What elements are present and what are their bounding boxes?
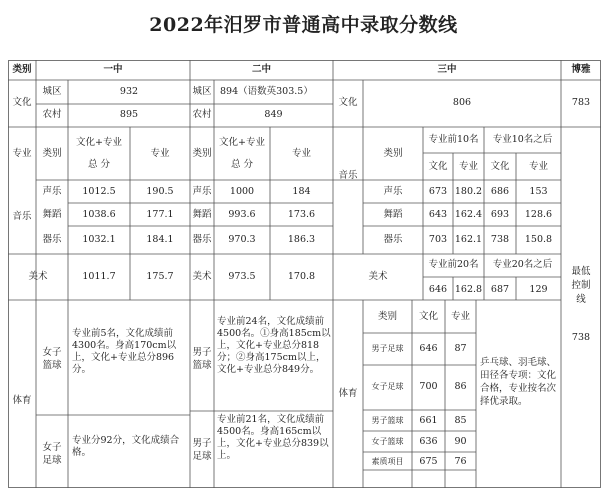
s4-note-line2: 控制 [571, 280, 591, 291]
header-school-1: 一中 [103, 64, 123, 75]
s2-boys-bball-label-1: 男子 [192, 347, 212, 358]
s2-music-major: 184 [292, 186, 311, 197]
s2-art-major: 170.8 [287, 271, 316, 282]
s1-art-major: 175.7 [146, 271, 174, 282]
s2-music-cat: 舞蹈 [192, 209, 212, 220]
s1-music-cat: 声乐 [42, 186, 62, 197]
s3-music-m1: 180.2 [454, 186, 483, 197]
culture-label: 文化 [12, 97, 32, 108]
s3-after10-major: 专业 [528, 161, 548, 172]
s3-pe-header-culture: 文化 [418, 311, 438, 322]
s2-urban-label: 城区 [192, 86, 212, 97]
s1-urban-label: 城区 [42, 86, 62, 97]
s3-art-label: 美术 [368, 271, 388, 282]
spec-major-label: 专业 [12, 148, 32, 159]
s1-urban-score: 932 [119, 86, 139, 97]
admission-score-table [8, 60, 601, 488]
s3-top10: 专业前10名 [428, 134, 479, 145]
s3-art-c1: 646 [428, 284, 448, 295]
s1-rural-score: 895 [119, 109, 139, 120]
s3-music-cat: 声乐 [383, 186, 403, 197]
s3-music-c2: 686 [490, 186, 510, 197]
s2-music-total: 1000 [229, 186, 255, 197]
s2-music-major: 173.6 [287, 209, 316, 220]
music-label: 音乐 [12, 211, 32, 222]
page-title: 2022年汨罗市普通高中录取分数线 [149, 14, 458, 36]
s3-pe-culture: 700 [419, 381, 438, 392]
s3-music-m2: 128.6 [524, 209, 553, 220]
s3-after10-culture: 文化 [490, 161, 510, 172]
s2-spec-category: 类别 [192, 148, 212, 159]
s1-girls-bball-label-2: 篮球 [42, 360, 62, 371]
s3-pe-label: 体育 [338, 388, 358, 399]
s3-top10-culture: 文化 [428, 161, 448, 172]
s1-music-major: 184.1 [146, 234, 174, 245]
s3-pe-major: 86 [454, 381, 467, 392]
s2-boys-football-label-2: 足球 [192, 451, 212, 462]
s3-culture-label: 文化 [338, 97, 358, 108]
s1-rural-label: 农村 [42, 109, 62, 120]
s3-music-label: 音乐 [338, 170, 358, 181]
s3-pe-cat: 素质项目 [371, 457, 404, 466]
s3-music-c1: 673 [428, 186, 448, 197]
s3-music-c2: 693 [490, 209, 510, 220]
s2-rural-score: 849 [264, 109, 283, 120]
s2-art-label: 美术 [192, 271, 212, 282]
s1-music-total: 1032.1 [82, 234, 116, 245]
s1-spec-major: 专业 [150, 148, 170, 159]
s4-note-line3: 线 [576, 294, 586, 305]
s3-pe-cat: 女子足球 [371, 382, 404, 391]
s3-pe-cat: 男子足球 [371, 344, 404, 353]
s3-art-after20: 专业20名之后 [492, 259, 553, 270]
s4-note-line1: 最低 [571, 266, 591, 277]
header-school-3: 三中 [437, 64, 457, 75]
s4-note-value: 738 [571, 332, 591, 343]
s1-music-major: 190.5 [146, 186, 174, 197]
s3-pe-cat: 男子篮球 [371, 416, 404, 425]
s1-music-total: 1012.5 [82, 186, 116, 197]
s3-art-c2: 687 [490, 284, 510, 295]
s3-top10-major: 专业 [458, 161, 478, 172]
s1-music-total: 1038.6 [82, 209, 116, 220]
s3-culture-score: 806 [452, 97, 472, 108]
s3-pe-culture: 646 [419, 343, 438, 354]
s3-music-cat: 器乐 [383, 234, 403, 245]
s1-spec-total-2: 总 分 [87, 159, 111, 170]
s2-spec-total-2: 总 分 [230, 159, 254, 170]
header-school-4: 博雅 [571, 64, 591, 75]
s3-pe-major: 85 [454, 415, 467, 426]
s4-culture-score: 783 [571, 97, 591, 108]
s1-art-total: 1011.7 [82, 271, 116, 282]
pe-label: 体育 [12, 395, 32, 406]
s3-pe-major: 90 [454, 436, 467, 447]
s2-urban-score: 894（语数英303.5） [220, 86, 313, 97]
s3-music-m2: 153 [529, 186, 548, 197]
s3-music-m2: 150.8 [524, 234, 553, 245]
s3-pe-cat: 女子篮球 [371, 437, 404, 446]
s3-pe-culture: 661 [419, 415, 438, 426]
s3-art-top20: 专业前20名 [428, 259, 479, 270]
header-category: 类别 [12, 64, 32, 75]
s3-pe-note: 乒乓球、羽毛球、田径各专项：文化合格，专业按名次择优录取。 [480, 357, 557, 407]
s2-boys-bball-text: 专业前24名，文化成绩前4500名。①身高185cm以上，文化+专业总分818分；②身高175cm以上，文化+专业总分849分。 [217, 316, 331, 375]
s1-girls-bball-label-1: 女子 [42, 347, 62, 358]
s2-spec-total-1: 文化+专业 [219, 137, 265, 148]
s1-music-cat: 器乐 [42, 234, 62, 245]
s3-music-c2: 738 [490, 234, 510, 245]
s3-music-c1: 643 [428, 209, 448, 220]
s1-spec-total-1: 文化+专业 [76, 137, 122, 148]
s2-spec-major: 专业 [291, 148, 311, 159]
s2-music-total: 970.3 [228, 234, 256, 245]
s2-rural-label: 农村 [192, 109, 212, 120]
s3-pe-header-major: 专业 [450, 311, 470, 322]
s3-art-m2: 129 [529, 284, 548, 295]
s2-music-major: 186.3 [287, 234, 316, 245]
s3-music-c1: 703 [428, 234, 448, 245]
s3-pe-culture: 636 [419, 436, 438, 447]
s2-art-total: 973.5 [228, 271, 256, 282]
s3-pe-major: 76 [454, 456, 467, 467]
s2-boys-football-text: 专业前21名，文化成绩前4500名。身高165cm以上，文化+专业总分839以上。 [217, 414, 329, 461]
s2-music-cat: 器乐 [192, 234, 212, 245]
s2-boys-football-label-1: 男子 [192, 438, 212, 449]
s1-girls-football-label-1: 女子 [42, 442, 62, 453]
s1-girls-bball-text: 专业前5名，文化成绩前4300名。身高170cm以上，文化+专业总分896分。 [72, 328, 177, 375]
s1-music-major: 177.1 [146, 209, 174, 220]
s1-music-cat: 舞蹈 [42, 209, 62, 220]
s3-pe-culture: 675 [419, 456, 438, 467]
s3-pe-header-cat: 类别 [377, 311, 397, 322]
s3-art-m1: 162.8 [454, 284, 483, 295]
s1-girls-football-text: 专业分92分，文化成绩合格。 [72, 435, 180, 458]
s1-spec-category: 类别 [42, 148, 62, 159]
s3-spec-category: 类别 [383, 148, 403, 159]
s2-boys-bball-label-2: 篮球 [192, 360, 212, 371]
s2-music-total: 993.6 [228, 209, 256, 220]
art-label: 美术 [28, 271, 48, 282]
s3-pe-major: 87 [454, 343, 467, 354]
s1-girls-football-label-2: 足球 [42, 455, 62, 466]
s3-after10: 专业10名之后 [492, 134, 553, 145]
header-school-2: 二中 [251, 64, 271, 75]
s3-music-m1: 162.4 [454, 209, 483, 220]
s2-music-cat: 声乐 [192, 186, 212, 197]
s3-music-cat: 舞蹈 [383, 209, 403, 220]
s3-music-m1: 162.1 [454, 234, 483, 245]
